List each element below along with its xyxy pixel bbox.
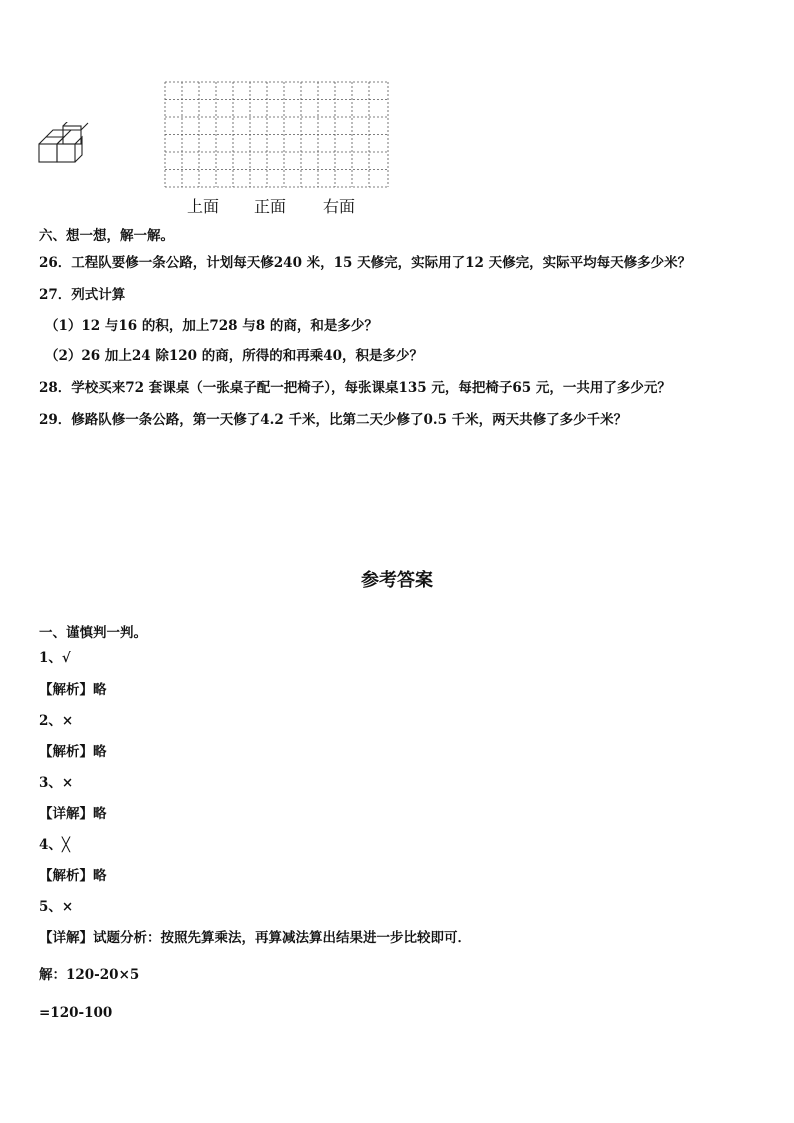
cube-figure — [34, 122, 94, 167]
view-label-front: 正面 — [254, 197, 287, 216]
question-26: 26．工程队要修一条公路，计划每天修240 米，15 天修完，实际用了12 天修完，实际平均每天修多少米？ — [39, 255, 692, 271]
answer-item-3: 3、× — [39, 775, 74, 791]
view-label-top: 上面 — [187, 197, 220, 216]
answer-note-1: 【解析】略 — [39, 682, 107, 698]
question-27: 27．列式计算 — [39, 287, 126, 303]
answer-note-2: 【解析】略 — [39, 744, 107, 760]
answers-title: 参考答案 — [361, 570, 433, 591]
answer-note-4: 【解析】略 — [39, 868, 107, 884]
answer-item-1: 1、√ — [39, 650, 71, 666]
solution-line-2: =120-100 — [39, 1005, 113, 1021]
answers-section1: 一、谨慎判一判。 — [39, 625, 147, 641]
section6-heading: 六、想一想，解一解。 — [39, 228, 174, 244]
question-29: 29．修路队修一条公路，第一天修了4.2 千米，比第二天少修了0.5 千米，两天共修了多少千米？ — [39, 412, 628, 428]
answer-item-4: 4、╳ — [39, 837, 71, 853]
solution-line-1: 解：120-20×5 — [39, 967, 140, 983]
question-28: 28．学校买来72 套课桌（一张桌子配一把椅子），每张课桌135 元，每把椅子65 元，一共用了多少元？ — [39, 380, 671, 396]
answer-item-2: 2、× — [39, 713, 74, 729]
answer-note-5: 【详解】试题分析：按照先算乘法，再算减法算出结果进一步比较即可． — [39, 930, 471, 946]
question-27-1: （1）12 与16 的积，加上728 与8 的商，和是多少？ — [45, 318, 378, 334]
view-label-right: 右面 — [323, 197, 356, 216]
answer-note-3: 【详解】略 — [39, 806, 107, 822]
question-27-2: （2）26 加上24 除120 的商，所得的和再乘40，积是多少？ — [45, 348, 424, 364]
dashed-grid — [164, 81, 390, 189]
answer-item-5: 5、× — [39, 899, 74, 915]
